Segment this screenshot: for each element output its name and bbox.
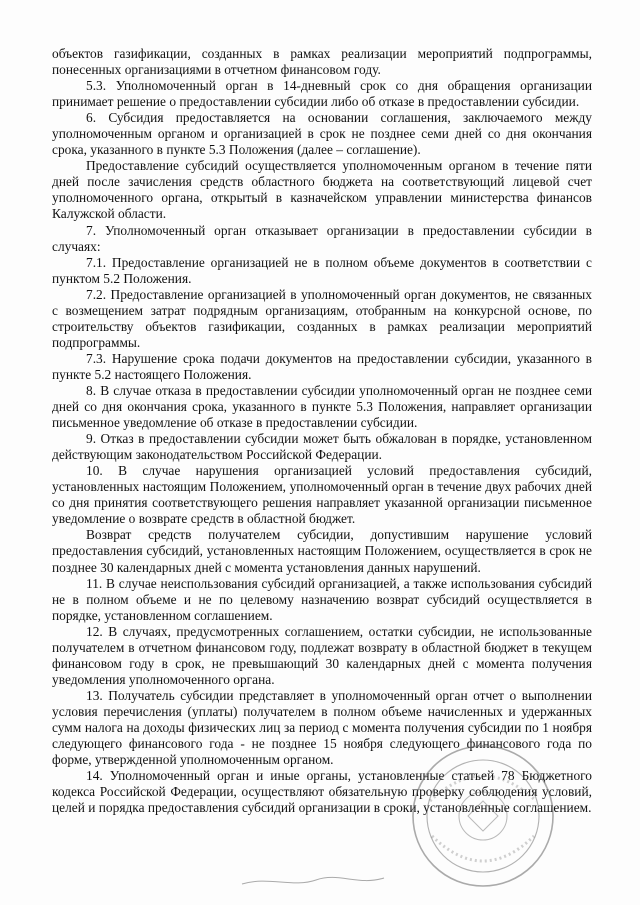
- paragraph-10-refund: Возврат средств получателем субсидии, допустившим нарушение условий предоставления субсидий, установленных настоящим Положением, осуществляется в срок не позднее 30 календарных дней с момента установления данных нарушений.: [52, 527, 592, 575]
- paragraph-6-subsidy-timing: Предоставление субсидий осуществляется уполномоченным органом в течение пяти дней после зачисления средств областного бюджета на соответствующий лицевой счет уполномоченного органа, открытый в казначейском управлении министерства финансов Калужской области.: [52, 158, 592, 222]
- signature-mark: [238, 872, 388, 892]
- paragraph-7-2: 7.2. Предоставление организацией в уполномоченный орган документов, не связанных с возмещением затрат подрядным организациям, отобранным на конкурсной основе, по строительству объектов газификации, созданных в рамках реализации мероприятий подпрограммы.: [52, 286, 592, 350]
- paragraph-7-1: 7.1. Предоставление организацией не в полном объеме документов в соответствии с пунктом 5.2 Положения.: [52, 254, 592, 286]
- paragraph-9: 9. Отказ в предоставлении субсидии может быть обжалован в порядке, установленном действующим законодательством Российской Федерации.: [52, 431, 592, 463]
- document-body: [52, 46, 592, 816]
- paragraph-11: 11. В случае неиспользования субсидий организацией, а также использования субсидий не в полном объеме и не по целевому назначению возврат субсидий осуществляется в порядке, установленном соглашением.: [52, 575, 592, 623]
- paragraph-continuation: объектов газификации, созданных в рамках реализации мероприятий подпрограммы, понесенных организациями в отчетном финансовом году.: [52, 46, 592, 78]
- paragraph-13: 13. Получатель субсидии представляет в уполномоченный орган отчет о выполнении условия перечисления (уплаты) получателем в полном объеме начисленных и удержанных сумм налога на доходы физических лиц за период с момента получения субсидии по 1 ноября следующего финансового года - не позднее 15 ноября следующего финансового года по форме, утвержденной уполномоченным органом.: [52, 687, 592, 768]
- paragraph-5-3: 5.3. Уполномоченный орган в 14-дневный срок со дня обращения организации принимает решение о предоставлении субсидии либо об отказе в предоставлении субсидии.: [52, 78, 592, 110]
- paragraph-6: 6. Субсидия предоставляется на основании соглашения, заключаемого между уполномоченным органом и организацией в срок не позднее семи дней со дня окончания срока, указанного в пункте 5.3 Положения (далее – соглашение).: [52, 110, 592, 158]
- paragraph-10: 10. В случае нарушения организацией условий предоставления субсидий, установленных настоящим Положением, уполномоченный орган в течение двух рабочих дней со дня принятия соответствующего решения направляет указанной организации письменное уведомление о возврате средств в областной бюджет.: [52, 463, 592, 527]
- paragraph-8: 8. В случае отказа в предоставлении субсидии уполномоченный орган не позднее семи дней со дня окончания срока, указанного в пункте 5.3 Положения, направляет организации письменное уведомление об отказе в предоставлении субсидии.: [52, 382, 592, 431]
- paragraph-7-3: 7.3. Нарушение срока подачи документов на предоставлении субсидии, указанного в пункте 5.2 настоящего Положения.: [52, 350, 592, 382]
- paragraph-7: 7. Уполномоченный орган отказывает организации в предоставлении субсидии в случаях:: [52, 222, 592, 254]
- paragraph-14: 14. Уполномоченный орган и иные органы, установленные статьей 78 Бюджетного кодекса Российской Федерации, осуществляют обязательную проверку соблюдения условий, целей и порядка предоставления субсидий организации в сроки, установленные соглашением.: [52, 768, 592, 816]
- paragraph-12: 12. В случаях, предусмотренных соглашением, остатки субсидии, не использованные получателем в отчетном финансовом году, подлежат возврату в областной бюджет в текущем финансовом году в срок, не превышающий 30 календарных дней с момента получения уведомления уполномоченного органа.: [52, 623, 592, 687]
